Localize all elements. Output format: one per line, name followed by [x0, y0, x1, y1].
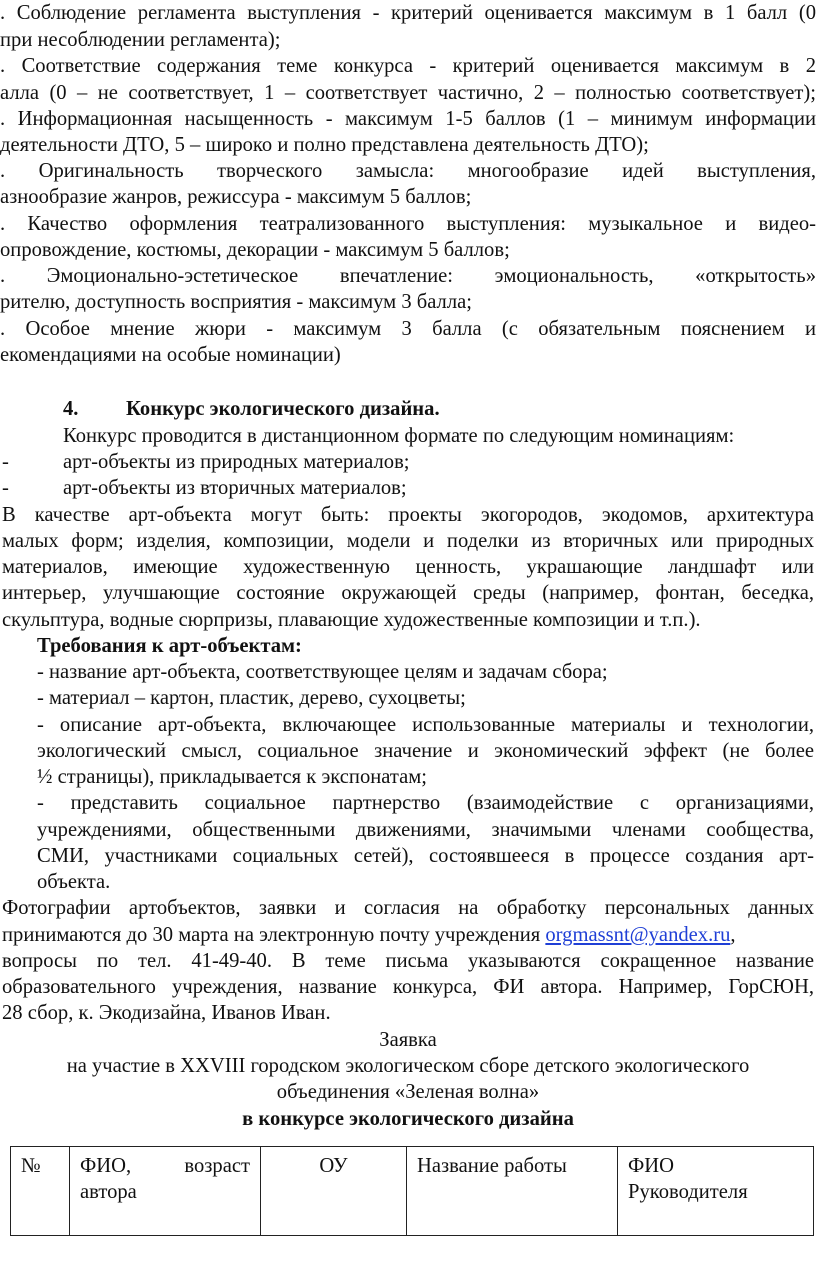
application-table	[10, 1146, 814, 1236]
photos-comma: ,	[730, 924, 736, 946]
nomination-dash: -	[2, 451, 9, 473]
col-name-line-1: ФИО, возраст	[80, 1155, 250, 1177]
col-leader-line-1: ФИО	[628, 1155, 675, 1177]
criterion-5-line-1: . Качество оформления театрализованного выступления: музыкальное и видео-	[0, 213, 816, 235]
application-line: на участие в XXVIII городском экологическом сборе детского экологического	[66, 1055, 750, 1077]
criterion-6-line-1: . Эмоционально-эстетическое впечатление: эмоциональность, «открытость»	[0, 265, 816, 287]
photos-line: Фотографии артобъектов, заявки и согласия на обработку персональных данных	[2, 897, 814, 919]
criterion-3-line-2: деятельности ДТО, 5 – широко и полно представлена деятельность ДТО);	[0, 134, 649, 156]
requirement-line: - материал – картон, пластик, дерево, сухоцветы;	[37, 687, 466, 709]
requirement-line: экологический смысл, социальное значение и экономический эффект (не более	[37, 740, 814, 762]
section-number: 4.	[63, 398, 79, 420]
col-work-header: Название работы	[407, 1147, 618, 1236]
photos-text: принимаются до 30 марта на электронную почту учреждения	[2, 924, 546, 946]
photos-line: вопросы по тел. 41-49-40. В теме письма указываются сокращенное название	[2, 950, 814, 972]
criterion-2-line-1: . Соответствие содержания теме конкурса - критерий оценивается максимум в 2	[0, 55, 816, 77]
requirement-line: - название арт-объекта, соответствующее целям и задачам сбора;	[37, 661, 608, 683]
col-name-line-2: автора	[80, 1181, 137, 1203]
description-line: скульптура, водные сюрпризы, плавающие художественные композиции и т.п.).	[2, 609, 701, 631]
nomination-text: арт-объекты из вторичных материалов;	[63, 477, 407, 499]
photos-line: 28 сбор, к. Экодизайна, Иванов Иван.	[2, 1002, 331, 1024]
description-line: малых форм; изделия, композиции, модели и поделки из вторичных или природных	[2, 530, 814, 552]
nomination-text: арт-объекты из природных материалов;	[63, 451, 410, 473]
requirement-line: ½ страницы), прикладывается к экспонатам;	[37, 766, 428, 788]
requirements-heading: Требования к арт-объектам:	[37, 635, 302, 657]
requirement-line: СМИ, участниками социальных сетей), состоявшееся в процессе создания арт-	[37, 845, 814, 867]
criterion-1-line-2: при несоблюдении регламента);	[0, 29, 281, 51]
criterion-7-line-1: . Особое мнение жюри - максимум 3 балла (с обязательным пояснением и	[0, 318, 816, 340]
description-line: материалов, имеющие художественную ценность, украшающие ландшафт или	[2, 556, 814, 578]
criterion-5-line-2: опровождение, костюмы, декорации - максимум 5 баллов;	[0, 239, 510, 261]
application-title: Заявка	[379, 1029, 437, 1051]
requirement-line: - описание арт-объекта, включающее использованные материалы и технологии,	[37, 714, 814, 736]
col-ou-header: ОУ	[261, 1147, 407, 1236]
photos-line-email	[2, 922, 814, 948]
criterion-7-line-2: екомендациями на особые номинации)	[0, 344, 341, 366]
application-line: объединения «Зеленая волна»	[276, 1081, 540, 1103]
col-name-header	[70, 1147, 261, 1236]
criterion-1-line-1: . Соблюдение регламента выступления - критерий оценивается максимум в 1 балл (0	[0, 2, 816, 24]
description-line: интерьер, улучшающие состояние окружающей среды (например, фонтан, беседка,	[2, 582, 814, 604]
criterion-4-line-1: . Оригинальность творческого замысла: многообразие идей выступления,	[0, 160, 816, 182]
requirement-line: учреждениями, общественными движениями, значимыми членами сообщества,	[37, 819, 814, 841]
requirement-line: - представить социальное партнерство (взаимодействие с организациями,	[37, 792, 814, 814]
email-link[interactable]: orgmassnt@yandex.ru	[545, 924, 731, 946]
requirement-line: объекта.	[37, 871, 111, 893]
section-title: Конкурс экологического дизайна.	[126, 398, 440, 420]
description-line: В качестве арт-объекта могут быть: проекты экогородов, экодомов, архитектура	[2, 504, 814, 526]
application-subtitle: в конкурсе экологического дизайна	[242, 1108, 574, 1130]
criterion-6-line-2: рителю, доступность восприятия - максимум 3 балла;	[0, 291, 472, 313]
col-number-header: №	[11, 1147, 70, 1236]
criterion-3-line-1: . Информационная насыщенность - максимум 1-5 баллов (1 – минимум информации	[0, 108, 816, 130]
section-intro: Конкурс проводится в дистанционном формате по следующим номинациям:	[63, 425, 735, 447]
table-header-row	[11, 1147, 814, 1236]
criterion-2-line-2: алла (0 – не соответствует, 1 – соответствует частично, 2 – полностью соответствует);	[0, 82, 816, 104]
col-leader-header	[618, 1147, 814, 1236]
col-leader-line-2: Руководителя	[628, 1181, 748, 1203]
photos-line: образовательного учреждения, название конкурса, ФИ автора. Например, ГорСЮН,	[2, 976, 814, 998]
nomination-dash: -	[2, 477, 9, 499]
criterion-4-line-2: азнообразие жанров, режиссура - максимум 5 баллов;	[0, 186, 472, 208]
